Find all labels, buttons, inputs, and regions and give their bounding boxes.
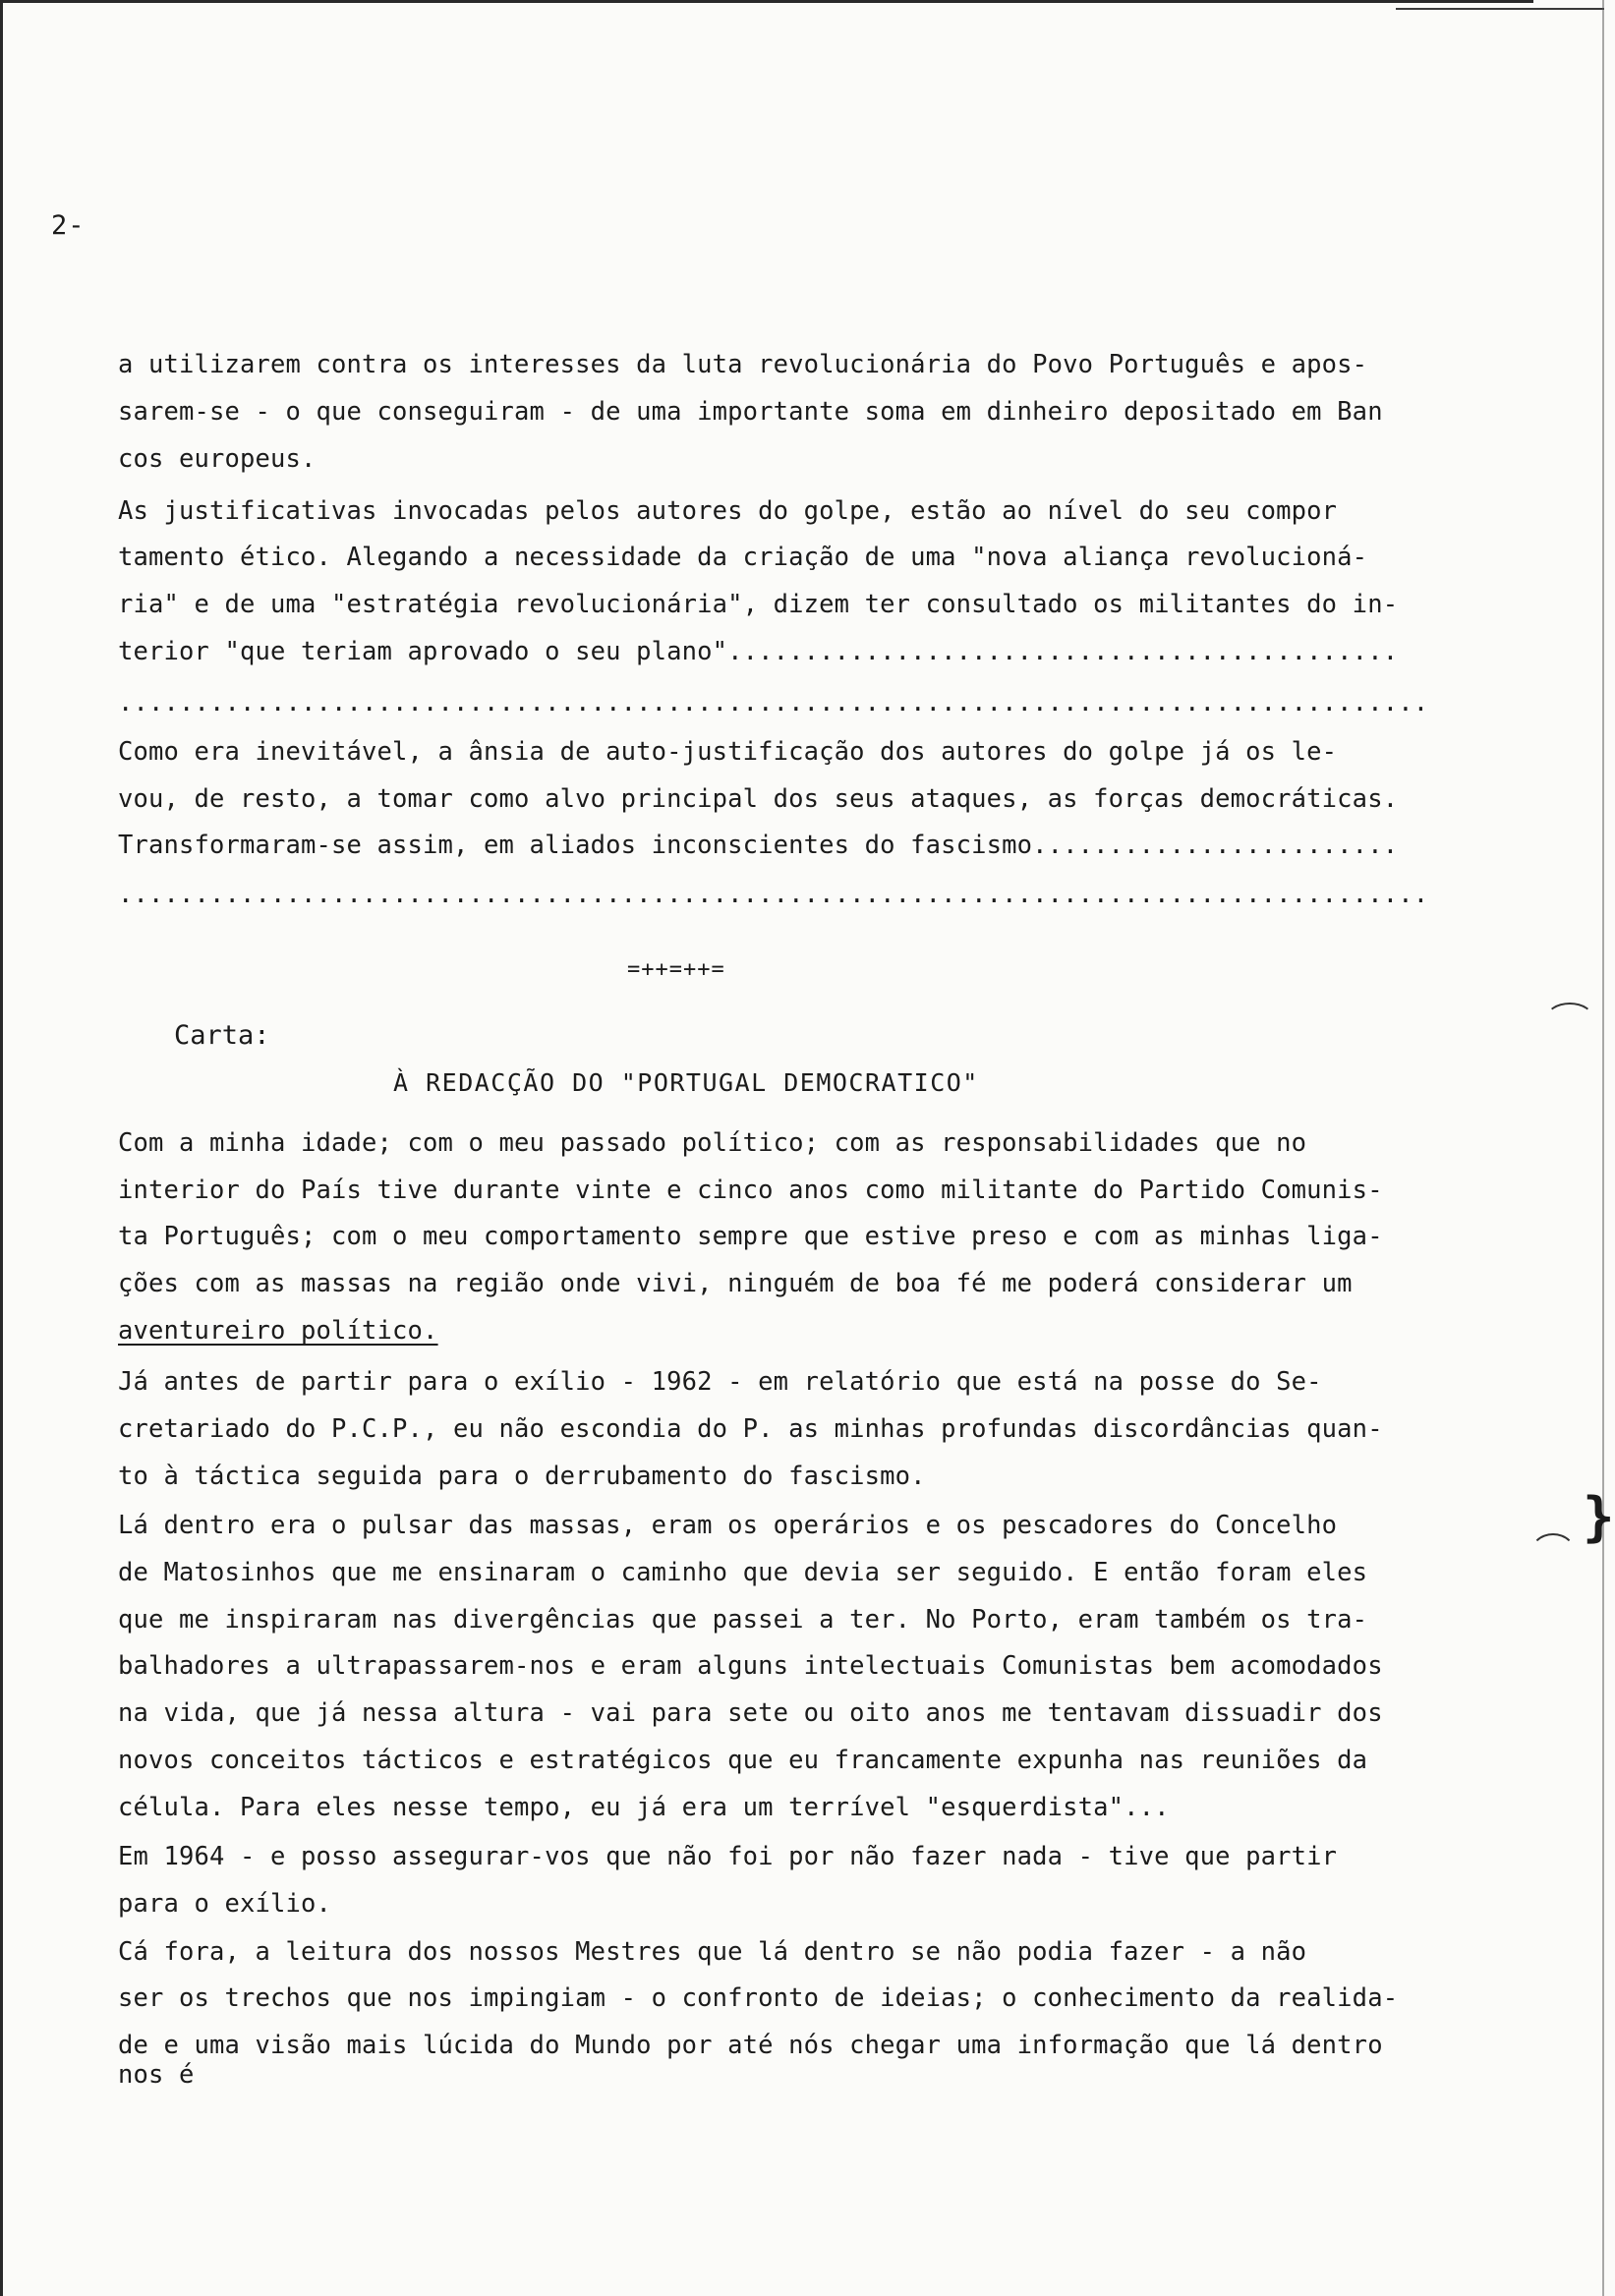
para2-line-1: As justificativas invocadas pelos autores do golpe, estão ao nível do seu compor <box>118 496 1338 526</box>
para3-line-2: vou, de resto, a tomar como alvo principal dos seus ataques, as forças democráticas. <box>118 784 1399 814</box>
scan-edge-top-right <box>1396 8 1604 10</box>
para6-line-6: novos conceitos tácticos e estratégicos que eu francamente expunha nas reuniões da <box>118 1746 1368 1775</box>
para6-line-4: balhadores a ultrapassarem-nos e eram alguns intelectuais Comunistas bem acomodados <box>118 1651 1383 1681</box>
para8-line-3: de e uma visão mais lúcida do Mundo por até nós chegar uma informação que lá dentro <box>118 2031 1383 2060</box>
para1-line-3: cos europeus. <box>118 444 317 474</box>
scan-edge-left <box>0 0 3 2296</box>
para7-line-1: Em 1964 - e posso assegurar-vos que não foi por não fazer nada - tive que partir <box>118 1842 1338 1871</box>
para6-line-3: que me inspiraram nas divergências que passei a ter. No Porto, eram também os tra- <box>118 1605 1368 1635</box>
para4-line-2: interior do País tive durante vinte e cinco anos como militante do Partido Comunis- <box>118 1176 1383 1205</box>
para6-line-2: de Matosinhos que me ensinaram o caminho que devia ser seguido. E então foram eles <box>118 1558 1368 1587</box>
scan-edge-top <box>0 0 1533 3</box>
para8-line-4: nos é <box>118 2060 195 2090</box>
para7-line-2: para o exílio. <box>118 1889 332 1919</box>
para2-line-5: ...................................................................................... <box>118 688 1429 718</box>
para1-line-1: a utilizarem contra os interesses da luta revolucionária do Povo Português e apos- <box>118 350 1368 379</box>
para4-line-5: aventureiro político. <box>118 1316 438 1346</box>
letter-recipient: À REDACÇÃO DO "PORTUGAL DEMOCRATICO" <box>393 1068 979 1097</box>
para4-line-1: Com a minha idade; com o meu passado político; com as responsabilidades que no <box>118 1128 1307 1158</box>
para3-line-3: Transformaram-se assim, em aliados inconscientes do fascismo........................ <box>118 831 1399 860</box>
para4-line-3: ta Português; com o meu comportamento sempre que estive preso e com as minhas liga- <box>118 1222 1383 1251</box>
para3-line-1: Como era inevitável, a ânsia de auto-justificação dos autores do golpe já os le- <box>118 737 1338 767</box>
para5-line-2: cretariado do P.C.P., eu não escondia do P. as minhas profundas discordâncias quan- <box>118 1414 1383 1444</box>
para2-line-3: ria" e de uma "estratégia revolucionária", dizem ter consultado os militantes do in- <box>118 590 1399 619</box>
para2-line-4: terior "que teriam aprovado o seu plano"............................................ <box>118 637 1399 666</box>
para5-line-1: Já antes de partir para o exílio - 1962 - em relatório que está na posse do Se- <box>118 1367 1322 1397</box>
scan-edge-right <box>1602 0 1604 2296</box>
para6-line-7: célula. Para eles nesse tempo, eu já era um terrível "esquerdista"... <box>118 1793 1170 1822</box>
scan-mark-arc-1 <box>1545 1003 1594 1036</box>
para6-line-5: na vida, que já nessa altura - vai para sete ou oito anos me tentavam dissuadir dos <box>118 1698 1383 1728</box>
para3-line-4: ...................................................................................... <box>118 880 1429 909</box>
para1-line-2: sarem-se - o que conseguiram - de uma importante soma em dinheiro depositado em Ban <box>118 397 1383 427</box>
para8-line-2: ser os trechos que nos impingiam - o confronto de ideias; o conhecimento da realida- <box>118 1983 1399 2013</box>
para4-line-4: ções com as massas na região onde vivi, ninguém de boa fé me poderá considerar um <box>118 1269 1353 1298</box>
para2-line-2: tamento ético. Alegando a necessidade da criação de uma "nova aliança revolucioná- <box>118 543 1368 572</box>
page-number: 2- <box>51 210 86 241</box>
para5-line-3: to à táctica seguida para o derrubamento do fascismo. <box>118 1462 926 1491</box>
margin-bracket-mark: } <box>1583 1486 1615 1548</box>
letter-heading: Carta: <box>174 1020 270 1051</box>
para8-line-1: Cá fora, a leitura dos nossos Mestres que lá dentro se não podia fazer - a não <box>118 1937 1307 1967</box>
para6-line-1: Lá dentro era o pulsar das massas, eram os operários e os pescadores do Concelho <box>118 1511 1338 1540</box>
section-separator: =++=++= <box>627 957 725 982</box>
scan-mark-arc-2 <box>1529 1533 1577 1577</box>
